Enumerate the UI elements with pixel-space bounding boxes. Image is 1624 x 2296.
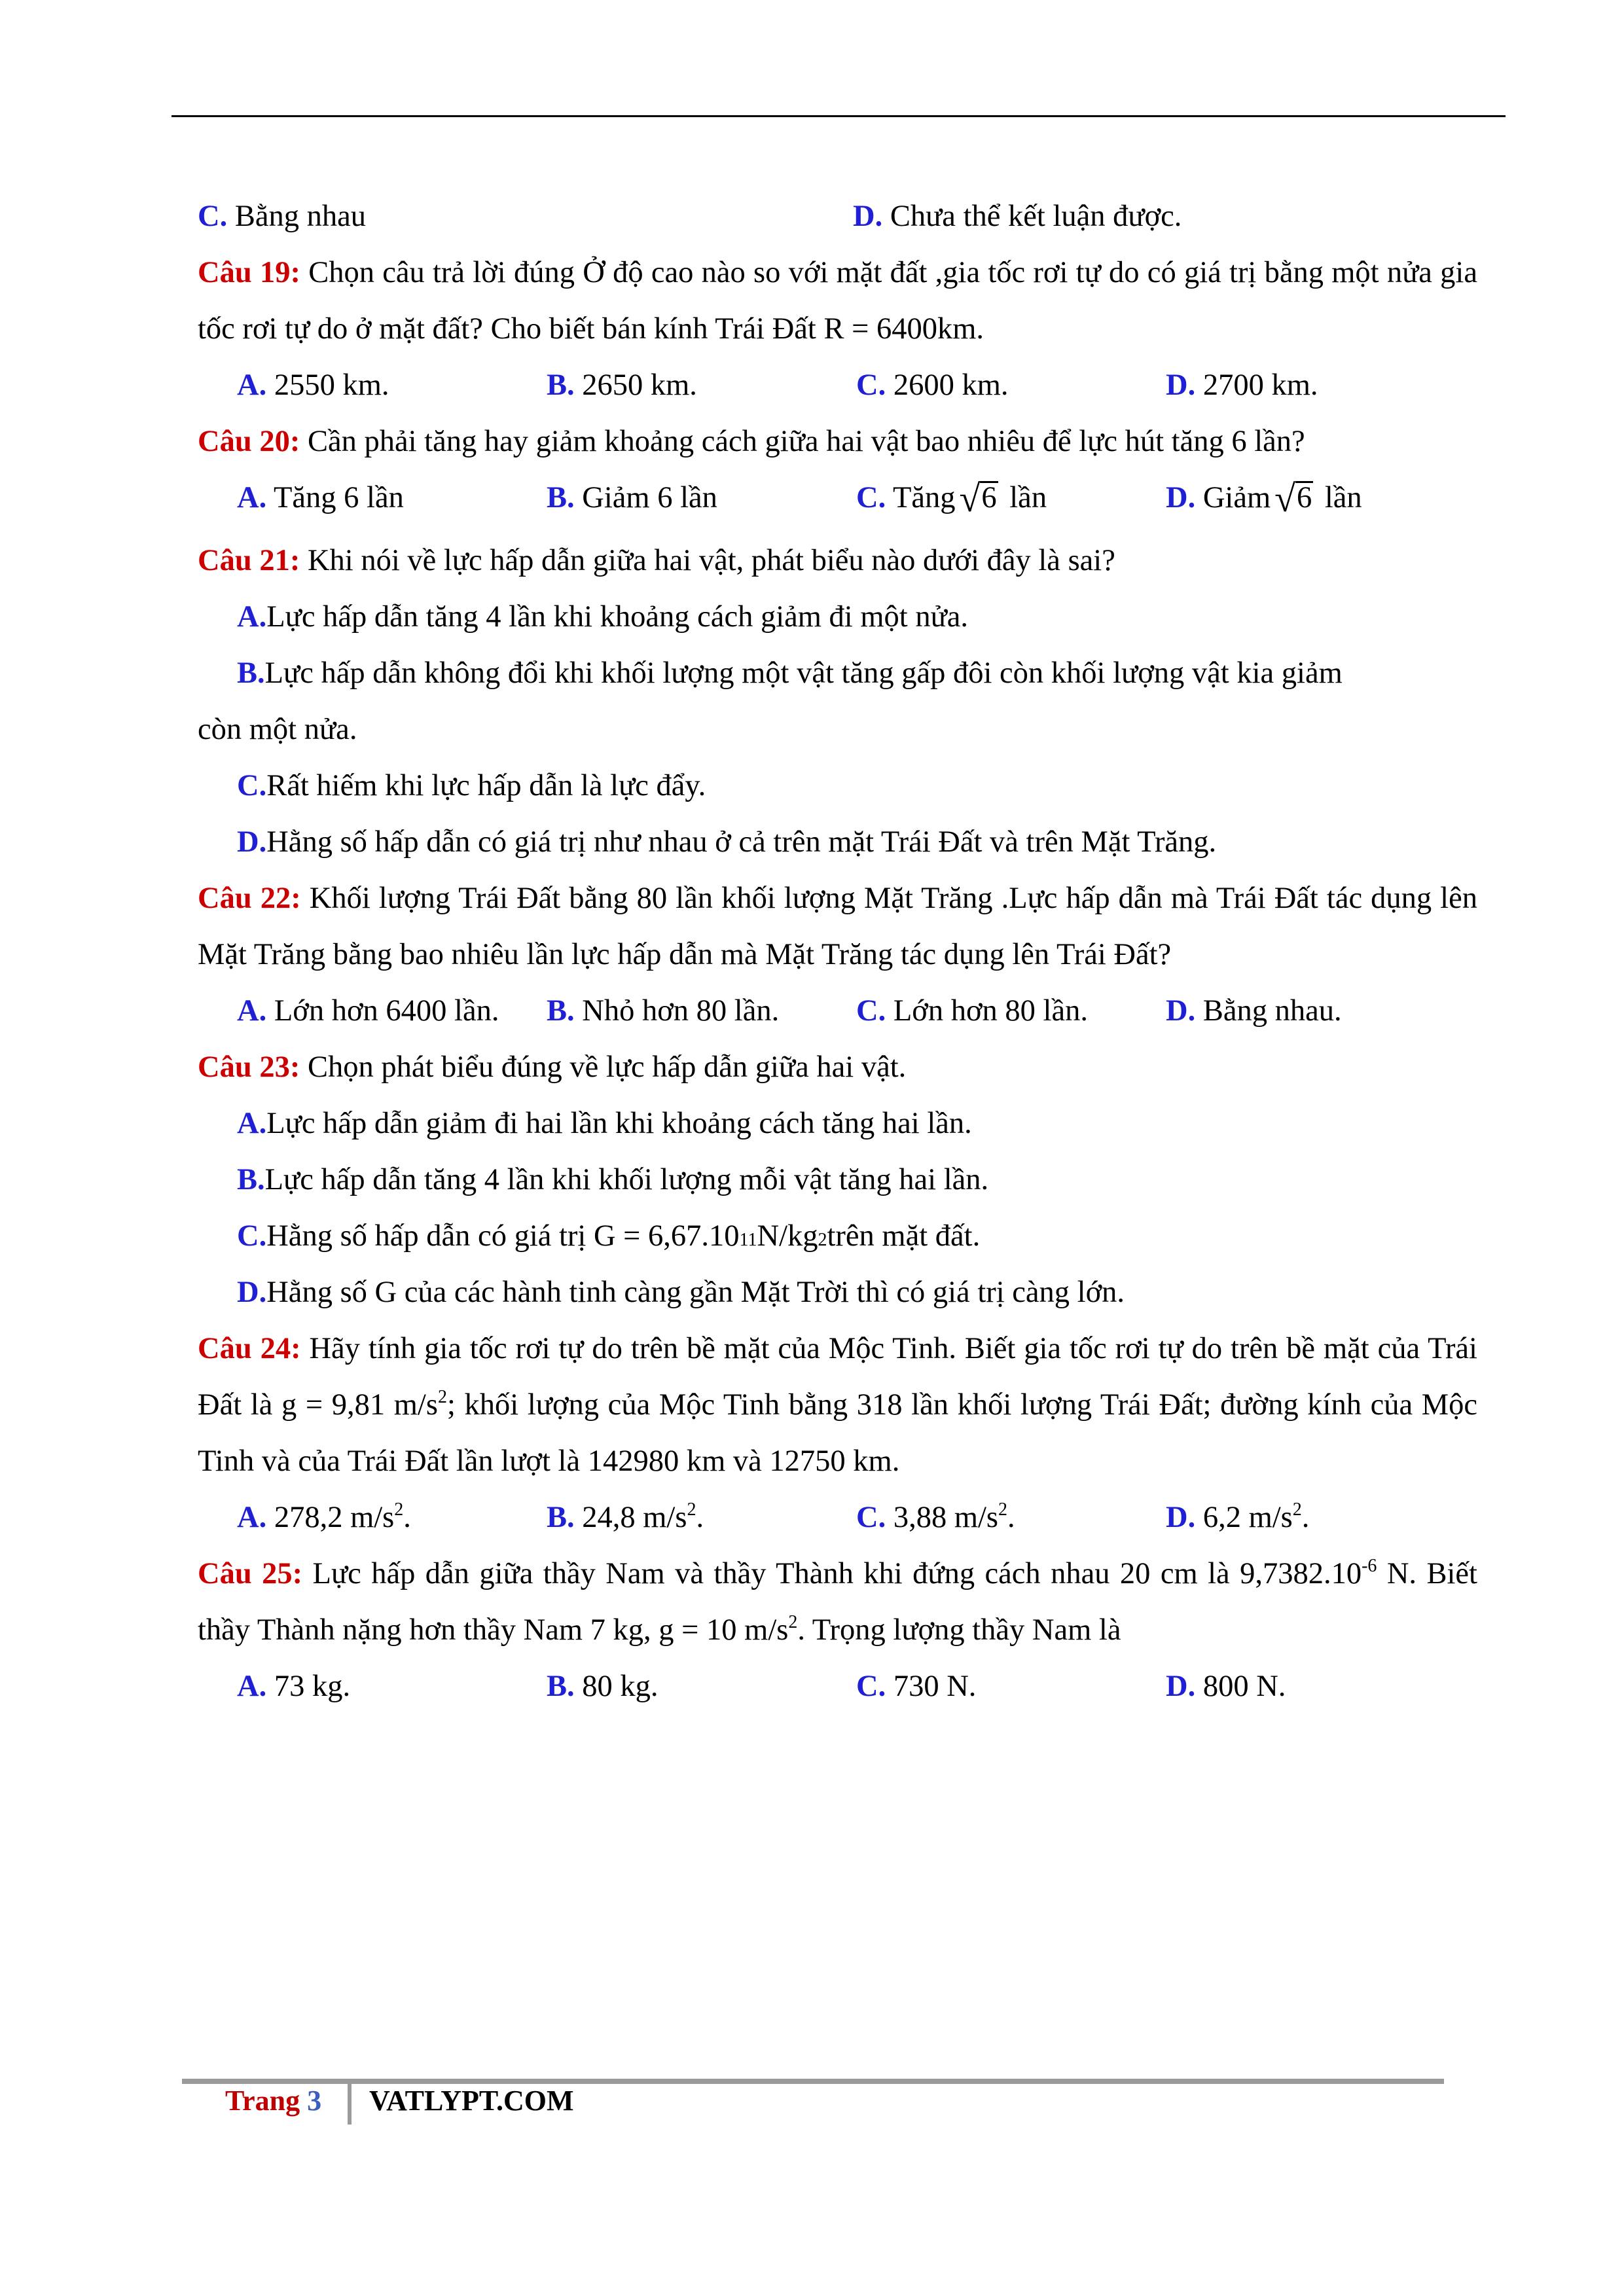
q23-option-a: A. Lực hấp dẫn giảm đi hai lần khi khoảng cách tăng hai lần.: [237, 1107, 972, 1140]
q24-option-a: A. 278,2 $m/s^2$.: [237, 1499, 411, 1534]
q19-option-d: D. 2700 km.: [1166, 368, 1318, 402]
question-25: Câu 25: Lực hấp dẫn giữa thầy Nam và thầy Thành khi đứng cách nhau 20 cm là $9,7382.10^{-6}$ N. Biết thầy Thành nặng hơn thầy Nam 7 kg, g = 10 $m/s^2$. Trọng lượng thầy Nam là: [198, 1556, 1477, 1647]
sqrt-symbol: √6: [959, 477, 997, 520]
q24-options: [198, 1490, 1477, 1546]
question-20: Câu 20: Cần phải tăng hay giảm khoảng cách giữa hai vật bao nhiêu để lực hút tăng 6 lần?: [198, 425, 1305, 458]
q21-option-a: A. Lực hấp dẫn tăng 4 lần khi khoảng cách giảm đi một nửa.: [237, 600, 969, 634]
q22-option-a: A. Lớn hơn 6400 lần.: [237, 994, 499, 1028]
q23-option-d: D. Hằng số G của các hành tinh càng gần Mặt Trời thì có giá trị càng lớn.: [237, 1276, 1125, 1309]
question-23: Câu 23: Chọn phát biểu đúng về lực hấp dẫn giữa hai vật.: [198, 1050, 907, 1084]
q20-option-d: D. Giảm √6 lần: [1166, 470, 1362, 527]
q23-option-b: B. Lực hấp dẫn tăng 4 lần khi khối lượng mỗi vật tăng hai lần.: [237, 1163, 989, 1196]
q25-option-d: D. 800 N.: [1166, 1670, 1286, 1703]
q21-option-c: C. Rất hiếm khi lực hấp dẫn là lực đẩy.: [237, 769, 706, 802]
q19-option-c: C. 2600 km.: [856, 368, 1009, 402]
footer-rule: [182, 2079, 1444, 2084]
q24-option-d: D. 6,2 $m/s^2$.: [1166, 1499, 1310, 1534]
q18-options: [198, 188, 1477, 245]
question-19: Câu 19: Chọn câu trả lời đúng Ở độ cao nào so với mặt đất ,gia tốc rơi tự do có giá trị bằng một nửa gia tốc rơi tự do ở mặt đất? Cho biết bán kính Trái Đất R = 6400km.: [198, 256, 1477, 346]
q21-option-b-cont: còn một nửa.: [198, 713, 357, 746]
q22-option-d: D. Bằng nhau.: [1166, 994, 1342, 1028]
q20-option-c: C. Tăng √6 lần: [856, 470, 1166, 527]
q25-option-a: A. 73 kg.: [237, 1670, 351, 1703]
q19-option-a: A. 2550 km.: [237, 368, 389, 402]
page-content: [198, 188, 1477, 1715]
q21-option-b: B. Lực hấp dẫn không đổi khi khối lượng một vật tăng gấp đôi còn khối lượng vật kia giảm: [237, 656, 1343, 690]
q25-option-b: B. 80 kg.: [547, 1670, 659, 1703]
q22-option-c: C. Lớn hơn 80 lần.: [856, 994, 1088, 1028]
footer-divider: [348, 2084, 352, 2125]
question-21: Câu 21: Khi nói về lực hấp dẫn giữa hai vật, phát biểu nào dưới đây là sai?: [198, 544, 1115, 577]
q20-options: [198, 470, 1477, 533]
question-22: Câu 22: Khối lượng Trái Đất bằng 80 lần khối lượng Mặt Trăng .Lực hấp dẫn mà Trái Đất tác dụng lên Mặt Trăng bằng bao nhiêu lần lực hấp dẫn mà Mặt Trăng tác dụng lên Trái Đất?: [198, 882, 1477, 971]
q21-option-d: D. Hằng số hấp dẫn có giá trị như nhau ở cả trên mặt Trái Đất và trên Mặt Trăng.: [237, 825, 1217, 859]
q22-option-b: B. Nhỏ hơn 80 lần.: [547, 994, 780, 1028]
q19-options: [198, 357, 1477, 414]
q24-option-c: C. 3,88 $m/s^2$.: [856, 1499, 1015, 1534]
q24-option-b: B. 24,8 $m/s^2$.: [547, 1499, 704, 1534]
footer-site-name: VATLYPT.COM: [369, 2085, 574, 2117]
q25-options: [198, 1659, 1477, 1715]
page-number: Trang 3: [225, 2085, 322, 2117]
q23-option-c: C. Hằng số hấp dẫn có giá trị G = 6,67.10 11 N/kg 2 trên mặt đất.: [237, 1219, 981, 1253]
q19-option-b: B. 2650 km.: [547, 368, 697, 402]
q22-options: [198, 983, 1477, 1039]
q20-option-b: B. Giảm 6 lần: [547, 481, 717, 514]
q25-option-c: C. 730 N.: [856, 1670, 977, 1703]
question-24: Câu 24: Hãy tính gia tốc rơi tự do trên bề mặt của Mộc Tinh. Biết gia tốc rơi tự do trên bề mặt của Trái Đất là g = 9,81 $m/s^2$; khối lượng của Mộc Tinh bằng 318 lần khối lượng Trái Đất; đường kính của Mộc Tinh và của Trái Đất lần lượt là 142980 km và 12750 km.: [198, 1332, 1477, 1478]
header-rule: [171, 115, 1506, 117]
sqrt-symbol: √6: [1274, 477, 1312, 520]
q18-option-d: D. Chưa thể kết luận được.: [853, 200, 1182, 233]
q20-option-a: A. Tăng 6 lần: [237, 481, 404, 514]
q18-option-c: C. Bằng nhau: [198, 200, 367, 233]
